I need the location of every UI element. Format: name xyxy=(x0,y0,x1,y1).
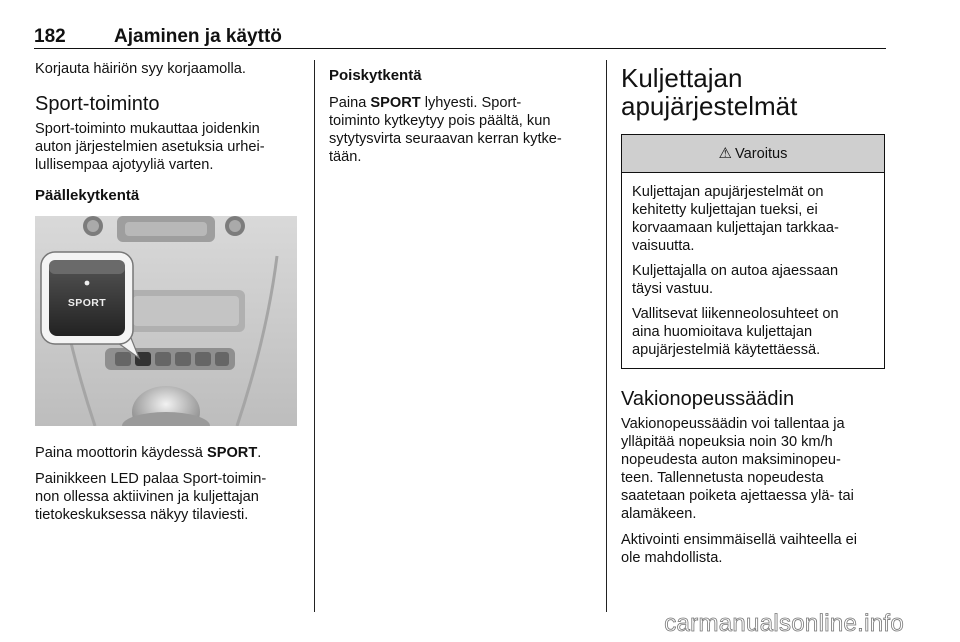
section-title-cruise: Vakionopeussäädin xyxy=(621,388,795,410)
activation-text-post: . xyxy=(257,445,262,461)
column-divider-left xyxy=(314,60,315,612)
page-header xyxy=(34,14,886,49)
warning-body xyxy=(622,173,884,368)
deactivation-text-post: lyhyesti. Sport- toiminto kytkeytyy pois päältä, kun sytytysvirta seuraavan kerran kytke- tään. xyxy=(329,95,562,165)
activation-text xyxy=(35,444,305,462)
console-illustration xyxy=(35,216,297,426)
cruise-text-1: Vakionopeussäädin voi tallentaa ja ylläpitää nopeuksia noin 30 km/h nopeudesta auton maksiminopeu- teen. Tallennetusta nopeudesta saatetaan poiketa ajettaessa ylä- tai alamäkeen. xyxy=(621,416,854,522)
section-title-sport: Sport-toiminto xyxy=(35,93,160,115)
subheading-activation: Päällekytkentä xyxy=(35,187,140,204)
column-2 xyxy=(329,60,599,174)
sport-button-figure xyxy=(35,216,297,426)
warning-title: Varoitus xyxy=(735,145,788,162)
warning-header xyxy=(622,135,884,173)
sport-description: Sport-toiminto mukauttaa joidenkin auton järjestelmien asetuksia urhei- lullisempaa ajotyyliä varten. xyxy=(35,121,265,173)
warning-paragraph: Kuljettajan apujärjestelmät on kehitetty kuljettajan tueksi, ei korvaamaan kuljettajan tarkkaa- vaisuutta. xyxy=(632,184,839,254)
sport-button-label: SPORT xyxy=(67,297,107,309)
warning-icon: ⚠ xyxy=(718,144,732,162)
page-title: Ajaminen ja käyttö xyxy=(114,26,282,47)
chapter-title: Kuljettajan apujärjestelmät xyxy=(621,63,798,121)
page-number: 182 xyxy=(34,26,66,47)
watermark: carmanualsonline.info xyxy=(664,610,904,637)
deactivation-text-pre: Paina xyxy=(329,95,371,111)
cruise-text-2: Aktivointi ensimmäisellä vaihteella ei ole mahdollista. xyxy=(621,532,858,566)
column-divider-right xyxy=(606,60,607,612)
activation-text-pre: Paina moottorin käydessä xyxy=(35,445,207,461)
warning-paragraph: Kuljettajalla on autoa ajaessaan täysi vastuu. xyxy=(632,263,839,297)
sport-keyword: SPORT xyxy=(206,445,258,461)
led-text: Painikkeen LED palaa Sport-toimin- non ollessa aktiivinen ja kuljettajan tietokeskuksessa näkyy tilaviesti. xyxy=(35,471,267,523)
column-3 xyxy=(621,60,885,575)
warning-paragraph: Vallitsevat liikenneolosuhteet on aina huomioitava kuljettajan apujärjestelmiä käytettäessä. xyxy=(632,306,839,358)
sport-keyword-2: SPORT xyxy=(370,95,421,111)
deactivation-text xyxy=(329,94,599,166)
subheading-deactivation: Poiskytkentä xyxy=(329,67,422,84)
column-1 xyxy=(35,60,305,532)
warning-box xyxy=(621,134,885,369)
intro-text: Korjauta häiriön syy korjaamolla. xyxy=(35,61,246,77)
